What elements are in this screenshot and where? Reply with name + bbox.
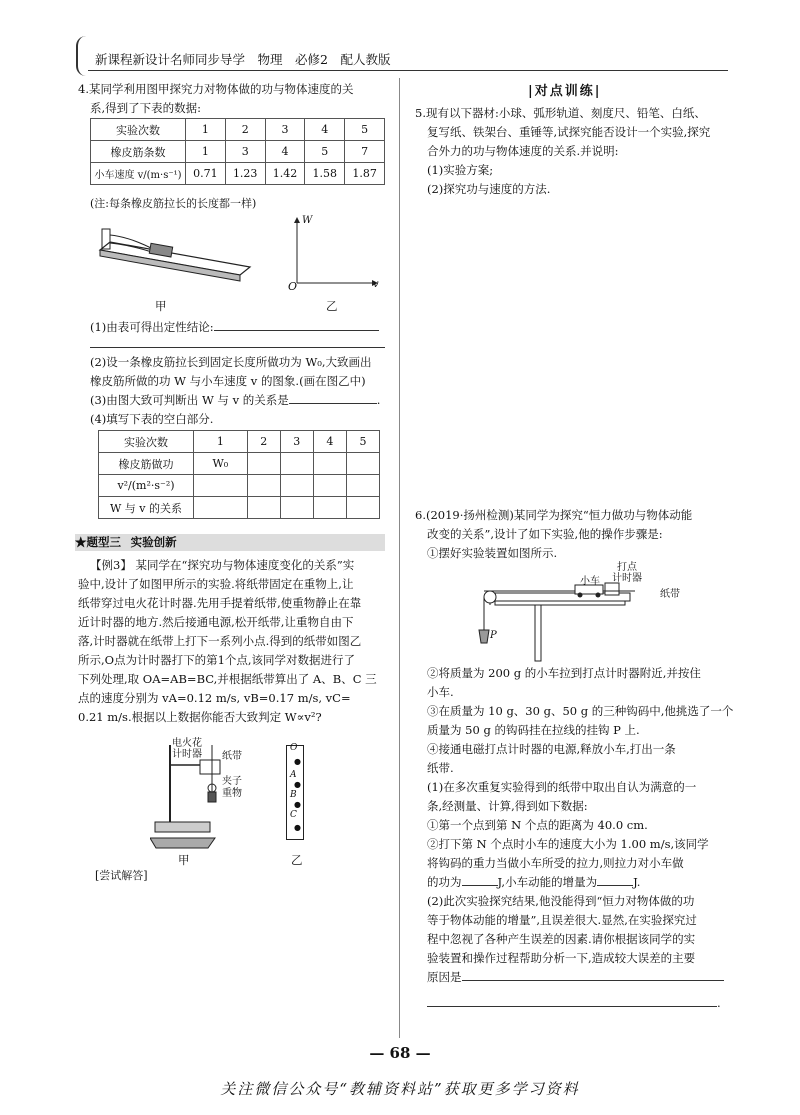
column-divider [399,78,400,1038]
q4-data-table [90,118,385,185]
q6-step4-line2: 纸带. [427,761,454,775]
axis-label-v: v [373,279,379,290]
q6-part2-line3: 程中忽视了各种产生误差的因素.请你根据该同学的实 [427,932,696,946]
table-row [91,163,385,185]
footer-note: 关注微信公众号“教辅资料站”获取更多学习资料 [220,1080,580,1098]
table-row [91,119,385,141]
table-cell[interactable] [194,497,248,519]
tape-label-c: C [290,810,297,820]
table-cell: 4 [265,141,305,163]
label-p: P [490,630,497,641]
table-cell: 5 [305,141,345,163]
table-row [99,431,380,453]
answer-blank[interactable] [214,330,379,331]
table-cell: 0.71 [186,163,226,185]
nail-post [102,229,110,249]
q6-part2-line1: (2)此次实验探究结果,他没能得到“恒力对物体做的功 [427,894,695,908]
q4-fig-label-yi: 乙 [326,299,338,313]
text-line: 落,计时器就在纸带上打下一系列小点.得到的纸带如图乙 [78,634,362,648]
answer-blank-reason[interactable] [462,980,724,981]
q4-part-2-line2: 橡皮筋所做的功 W 与小车速度 v 的图象.(画在图乙中) [90,374,366,388]
try-answer-label: [尝试解答] [95,869,148,882]
w-axis-arrow [294,217,300,223]
q6-step4-line1: ④接通电磁打点计时器的电源,释放小车,打出一条 [427,742,676,756]
q6-line1: 6.(2019·扬州检测)某同学为探究“恒力做功与物体动能 [415,508,693,522]
q4-part-3: (3)由图大致可判断出 W 与 v 的关系是 . [90,393,381,407]
table-cell[interactable] [313,453,346,475]
text-line: 0.21 m/s.根据以上数据你能否大致判定 W∝v²? [78,710,322,724]
tape-dot: ● [294,780,301,789]
header-rule [88,70,728,71]
q6-part1-line2: 条,经测量、计算,得到如下数据: [427,799,588,813]
q6-data-2-line2: 将钩码的重力当做小车所受的拉力,则拉力对小车做 [427,856,684,870]
answer-blank-line[interactable] [90,347,385,348]
q6-answer-line2: . [427,994,721,1013]
text-line: 近计时器的地方.然后接通电源,松开纸带,让重物自由下 [78,615,354,629]
table-cell: 3 [225,141,265,163]
table-cell: 7 [345,141,385,163]
table-cell: 1.87 [345,163,385,185]
text-line: (1)实验方案; [427,163,494,177]
stand-base [155,822,210,832]
q6-data-1: ①第一个点到第 N 个点的距离为 40.0 cm. [427,818,648,832]
text-line: 复写纸、铁架台、重锤等,试探究能否设计一个实验,探究 [427,125,711,139]
q6-step2-line2: 小车. [427,685,454,699]
cart-wheel [578,593,583,598]
table-cell[interactable] [313,475,346,497]
table-cell: 小车速度 v/(m·s⁻¹) [91,163,186,185]
q6-step3-line2: 质量为 50 g 的钩码挂在拉线的挂钩 P 上. [427,723,640,737]
label-tape: 纸带 [222,751,242,762]
table-cell: 5 [345,119,385,141]
table-cell: 1 [186,141,226,163]
q4-part-4: (4)填写下表的空白部分. [90,412,214,426]
ex3-fig-label-jia: 甲 [178,853,190,867]
table-row [99,497,380,519]
text-line: (2)探究功与速度的方法. [427,182,551,196]
axis-label-w: W [302,215,313,226]
q6-part2-line2: 等于物体动能的增量”,且误差很大.显然,在实验探究过 [427,913,697,927]
hook-weight [479,630,489,643]
table-cell[interactable] [346,453,379,475]
answer-blank[interactable] [289,403,377,404]
text-line: 点的速度分别为 vA=0.12 m/s, vB=0.17 m/s, vC= [78,691,351,705]
table-cell: 4 [313,431,346,453]
q4-fig-label-jia: 甲 [155,299,167,313]
q5-text [415,104,710,199]
table-cell: 4 [305,119,345,141]
answer-blank-energy[interactable] [597,885,633,886]
table-cell[interactable] [247,497,280,519]
text-line: 验中,设计了如图甲所示的实验.将纸带固定在重物上,让 [78,577,354,591]
table-cell[interactable] [247,475,280,497]
cart [149,243,172,257]
q6-step3-line1: ③在质量为 10 g、30 g、50 g 的三种钩码中,他挑选了一个 [427,704,734,718]
answer-blank-reason-2[interactable] [427,1006,717,1007]
label-car: 小车 [580,576,600,587]
q4-figure-jia [90,215,260,295]
table-row [99,453,380,475]
label-timer: 电火花 计时器 [172,738,202,760]
table-row [99,475,380,497]
table-top [495,601,625,605]
table-cell: 实验次数 [99,431,194,453]
table-cell[interactable] [247,453,280,475]
q6-data-2-line1: ②打下第 N 个点时小车的速度大小为 1.00 m/s,该同学 [427,837,709,851]
table-leg [535,601,541,661]
table-cell: 1 [186,119,226,141]
table-cell[interactable] [346,475,379,497]
page-header: 新课程新设计名师同步导学 物理 必修2 配人教版 [95,52,391,67]
label-dot-timer: 打点 计时器 [612,562,642,584]
q6-step2-line1: ②将质量为 200 g 的小车拉到打点计时器附近,并按住 [427,666,701,680]
table-cell: 实验次数 [91,119,186,141]
table-cell: 5 [346,431,379,453]
timer-box [200,760,220,774]
tape-label-b: B [290,790,297,800]
ex3-fig-label-yi: 乙 [291,853,303,867]
example-3-text [78,556,377,727]
table-cell: 3 [280,431,313,453]
table-cell: W 与 v 的关系 [99,497,194,519]
table-cell: 1 [194,431,248,453]
q4-part-2-line1: (2)设一条橡皮筋拉长到固定长度所做功为 W₀,大致画出 [90,355,372,369]
q4-fill-table [98,430,380,519]
star-icon: ★ [75,535,87,549]
text-line: 【例3】 某同学在“探究功与物体速度变化的关系”实 [90,558,355,572]
q6-part2-line4: 验装置和操作过程帮助分析一下,造成较大误差的主要 [427,951,696,965]
table-cell: 2 [225,119,265,141]
tape-dot: ● [294,757,301,766]
section-title: 题型三 [86,535,121,549]
text-line: 合外力的功与物体速度的关系.并说明: [427,144,619,158]
table-row [91,141,385,163]
label-clip-weight: 夹子 重物 [222,776,242,799]
label-tape: 纸带 [660,589,680,600]
q6-step1: ①摆好实验装置如图所示. [427,546,558,560]
table-cell: 3 [265,119,305,141]
table-cell: W₀ [194,453,248,475]
tape-dot: ● [294,800,301,809]
table-cell[interactable] [313,497,346,519]
table-cell: 橡皮筋条数 [91,141,186,163]
tape-label-a: A [290,770,297,780]
q6-part2-line5: 原因是 [427,968,724,987]
table-cell: v²/(m²·s⁻²) [99,475,194,497]
pulley [484,591,496,603]
q4-note: (注:每条橡皮筋拉长的长度都一样) [90,197,257,210]
q6-part1-line1: (1)在多次重复实验得到的纸带中取出自认为满意的一 [427,780,697,794]
q6-data-2-line3: 的功为 J,小车动能的增量为 J. [427,875,641,889]
text-line: 下列处理,取 OA=AB=BC,并根据纸带算出了 A、B、C 三 [78,672,377,686]
table-base [150,838,215,848]
table-cell: 2 [247,431,280,453]
q4-intro-1: 4.某同学利用图甲探究力对物体做的功与物体速度的关 [78,82,354,96]
table-cell[interactable] [194,475,248,497]
header-bracket [76,36,88,76]
axis-label-o: O [288,280,298,293]
table-cell: 1.23 [225,163,265,185]
q4-part-1: (1)由表可得出定性结论: [90,318,379,337]
text-line: 纸带穿过电火花计时器.先用手提着纸带,使重物静止在靠 [78,596,362,610]
page-number: — 68 — [369,1044,431,1062]
table-cell: 1.42 [265,163,305,185]
table-cell: 1.58 [305,163,345,185]
section-heading-bar [75,534,385,551]
text-line: 5.现有以下器材:小球、弧形轨道、刻度尺、铅笔、白纸、 [415,106,706,120]
q6-line2: 改变的关系”,设计了如下实验,他的操作步骤是: [427,527,663,541]
section-subtitle: 实验创新 [130,535,177,549]
answer-blank-work[interactable] [462,885,498,886]
tape-label-o: O [290,743,298,753]
table-cell: 橡皮筋做功 [99,453,194,475]
table-cell[interactable] [346,497,379,519]
tape-dot: ● [294,823,301,832]
weight [208,792,216,802]
q4-figure-yi-axes [285,215,385,290]
table-cell[interactable] [280,453,313,475]
practice-heading: |对点训练| [528,84,602,99]
q4-intro-2: 系,得到了下表的数据: [90,101,202,115]
table-cell[interactable] [280,475,313,497]
cart-wheel [596,593,601,598]
dot-timer [605,583,619,595]
text-line: 所示,O点为计时器打下的第1个点,该同学对数据进行了 [78,653,356,667]
table-cell[interactable] [280,497,313,519]
